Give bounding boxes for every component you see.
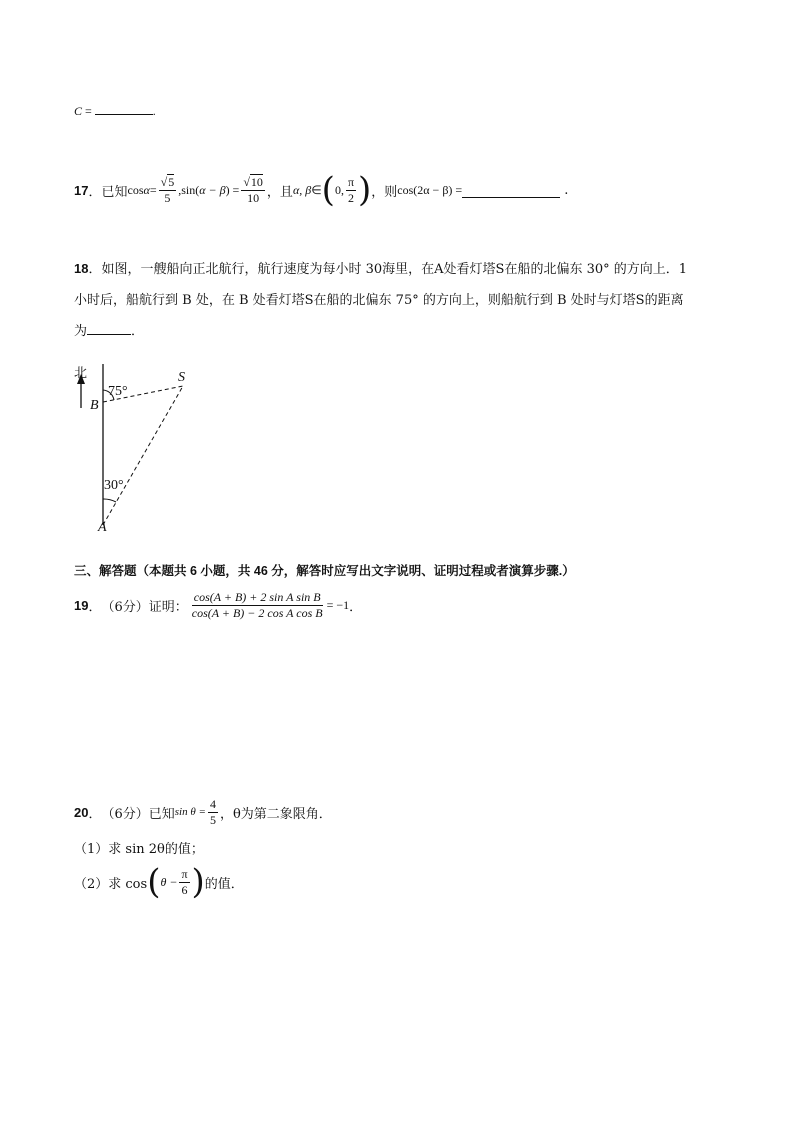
- question-18-line-2: 小时后，船航行到 B 处，在 B 处看灯塔S在船的北偏东 75° 的方向上，则船航行到 B 处时与灯塔S的距离: [74, 293, 684, 308]
- question-number: 19: [74, 597, 89, 613]
- answer-blank[interactable]: [462, 183, 560, 198]
- question-number: 20: [74, 804, 89, 820]
- fraction-root10-over-10: $\frac{√10}{10}$: [243, 174, 263, 205]
- label-s: S: [178, 370, 185, 385]
- label-north: 北: [74, 366, 88, 381]
- fraction-pi-over-6: $\frac{\pi}{6}$: [181, 866, 188, 897]
- var-c: C: [74, 104, 83, 118]
- question-20: 20 ． （6分）已知 sin θ = $\frac{4}{5}$ ，θ为第二象限角．: [74, 796, 332, 827]
- question-20-part-1: （1）求 sin 2θ的值；: [74, 842, 204, 857]
- line-as: [103, 386, 183, 525]
- fraction-root5-over-5: $\frac{√5}{5}$: [160, 174, 175, 205]
- geometry-figure: [66, 360, 206, 540]
- question-number: 17: [74, 182, 89, 198]
- question-20-part-2: （2）求 cos ( θ − $\frac{\pi}{6}$ ) 的值．: [74, 862, 244, 902]
- question-18-line-3: 为 ．: [74, 324, 145, 339]
- question-17: 17 ． 已知 cos α = $\frac{√5}{5}$ ,sin( α − β ) = $\frac{√10}{10}$ ，且 α, β ∈ ( 0, $\frac{\pi}{2}$ ) ，则 cos(2α − β) = .: [74, 170, 569, 210]
- fraction-pi-over-2: $\frac{\pi}{2}$: [347, 174, 354, 205]
- figure-svg: [66, 360, 206, 540]
- label-angle-30: 30°: [104, 478, 124, 493]
- proof-fraction: $\frac{\text{cos(A + B) + 2 sin A sin B}}{\text{cos(A + B) − 2 cos A cos B}}$: [191, 589, 323, 620]
- section-3-heading: 三、解答题（本题共 6 小题，共 46 分，解答时应写出文字说明、证明过程或者演算步骤.）: [74, 564, 575, 578]
- label-a: A: [98, 520, 107, 535]
- question-19: 19 ． （6分）证明： $\frac{\text{cos(A + B) + 2 sin A sin B}}{\text{cos(A + B) − 2 cos A cos B}}$ = −1 ．: [74, 589, 363, 620]
- question-number: 18: [74, 261, 89, 276]
- label-angle-75: 75°: [108, 384, 128, 399]
- question-18-line-1: 18．如图，一艘船向正北航行，航行速度为每小时 30海里，在A处看灯塔S在船的北偏东 30° 的方向上．1: [74, 261, 688, 277]
- answer-blank[interactable]: [87, 322, 131, 335]
- answer-blank[interactable]: [95, 114, 153, 115]
- label-b: B: [90, 398, 99, 413]
- angle-arc-30: [103, 499, 116, 502]
- answer-line-c: C = .: [74, 104, 156, 118]
- fraction-4-over-5: $\frac{4}{5}$: [209, 796, 216, 827]
